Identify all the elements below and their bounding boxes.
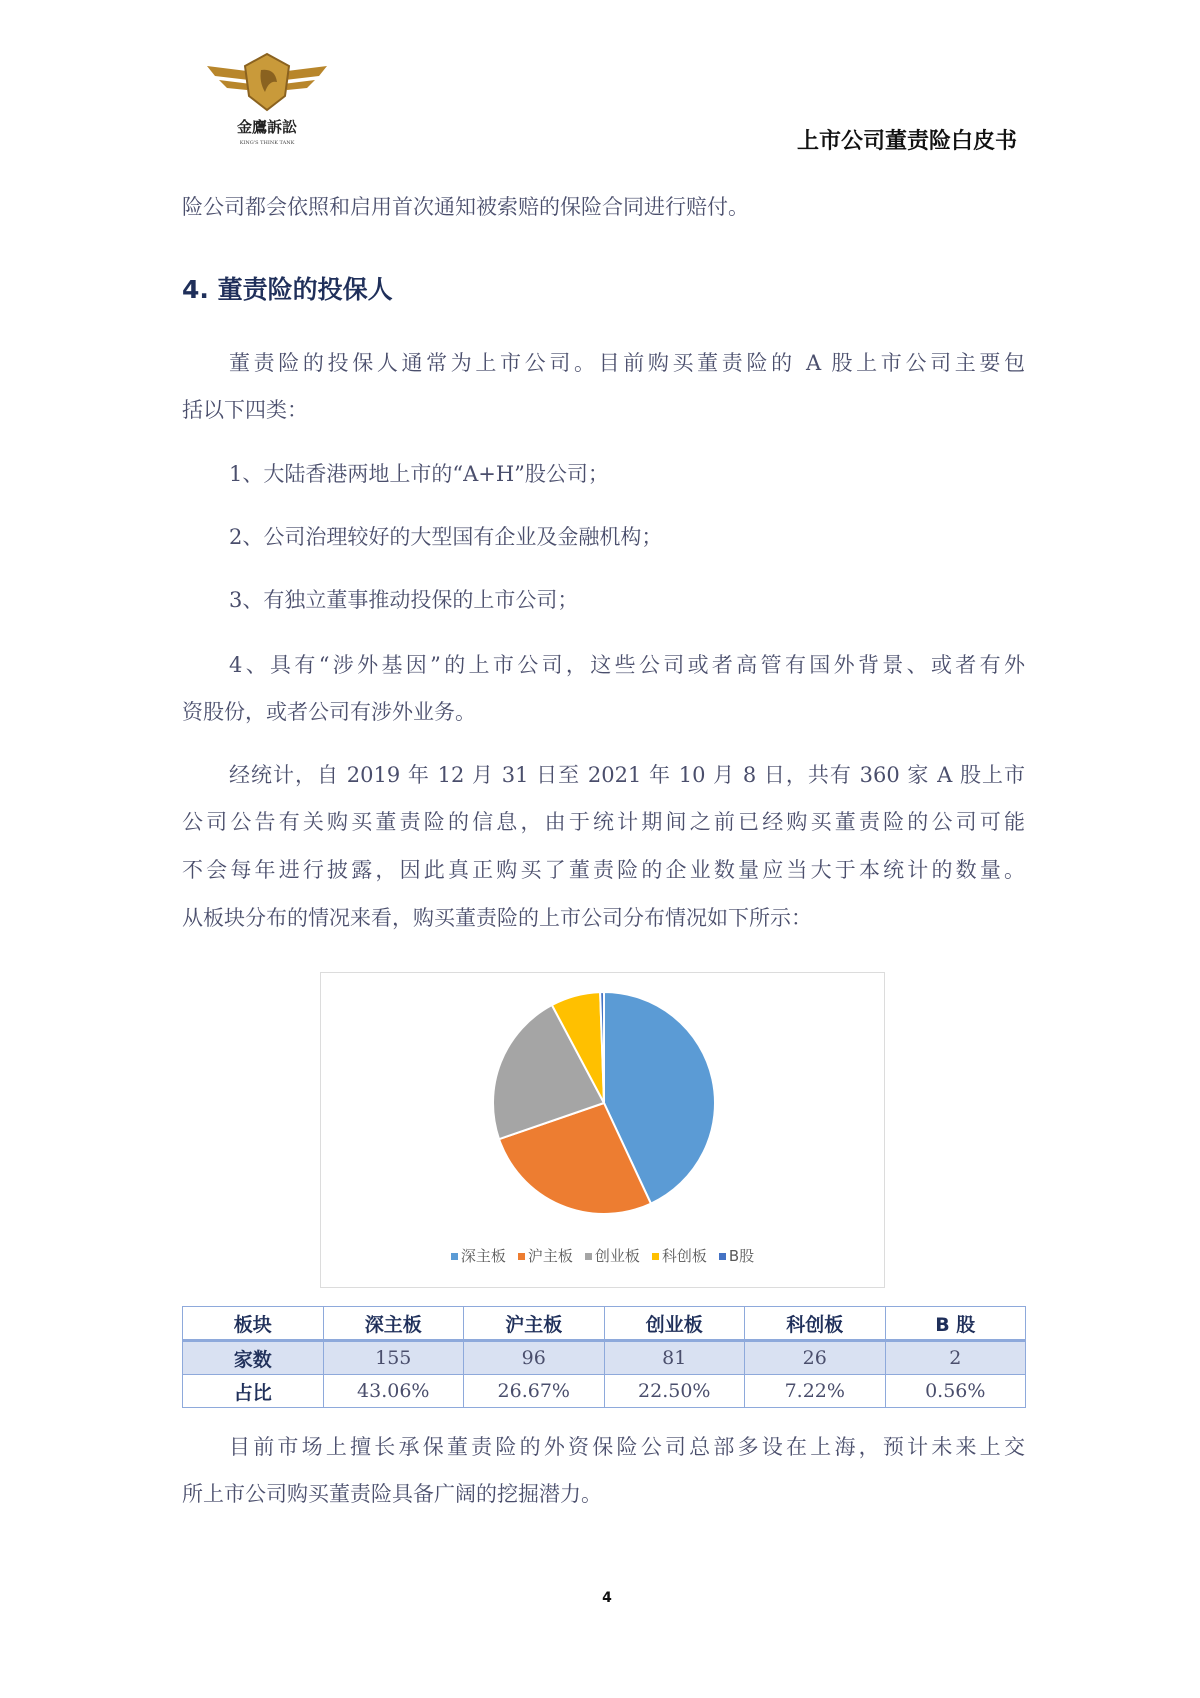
legend-item [652,1245,707,1266]
body-text: 不会每年进行披露，因此真正购买了董责险的企业数量应当大于本统计的数量。 [182,858,1025,882]
legend-label: 科创板 [661,1247,707,1265]
chart-legend [321,1245,884,1266]
table-header-row [183,1307,1026,1341]
table-cell: 81 [604,1341,745,1375]
legend-swatch [585,1253,592,1260]
header-cell: 科创板 [745,1307,886,1341]
legend-label: B股 [728,1247,755,1265]
table-cell: 22.50% [604,1375,745,1408]
table-cell: 2 [885,1341,1026,1375]
table-row [183,1375,1026,1408]
company-logo [205,52,329,152]
table-cell: 26 [745,1341,886,1375]
table-cell: 43.06% [323,1375,464,1408]
list-item: 4、具有“涉外基因”的上市公司，这些公司或者高管有国外背景、或者有外 [229,653,1025,677]
svg-text:KING'S THINK TANK: KING'S THINK TANK [239,140,295,146]
document-title: 上市公司董责险白皮书 [796,129,1017,154]
header-cell: 沪主板 [464,1307,605,1341]
body-text: 险公司都会依照和启用首次通知被索赔的保险合同进行赔付。 [182,195,749,219]
body-text: 公司公告有关购买董责险的信息，由于统计期间之前已经购买董责险的公司可能 [182,810,1025,834]
list-item: 2、公司治理较好的大型国有企业及金融机构； [229,525,663,549]
header-cell: B 股 [885,1307,1026,1341]
row-header: 家数 [183,1341,324,1375]
legend-swatch [518,1253,525,1260]
list-item: 资股份，或者公司有涉外业务。 [182,700,476,724]
table-cell: 0.56% [885,1375,1026,1408]
legend-label: 沪主板 [527,1247,573,1265]
legend-item [451,1245,506,1266]
legend-swatch [451,1253,458,1260]
table-cell: 7.22% [745,1375,886,1408]
header-cell: 创业板 [604,1307,745,1341]
pie-chart [320,972,885,1288]
legend-label: 深主板 [460,1247,506,1265]
table-row [183,1341,1026,1375]
list-item: 3、有独立董事推动投保的上市公司； [229,588,579,612]
legend-item [518,1245,573,1266]
legend-item [719,1245,754,1266]
body-text: 经统计，自 2019 年 12 月 31 日至 2021 年 10 月 8 日，共有 360 家 A 股上市 [229,763,1025,787]
header-cell: 深主板 [323,1307,464,1341]
list-item: 1、大陆香港两地上市的“A+H”股公司； [229,462,609,486]
section-heading: 4. 董责险的投保人 [182,275,393,304]
legend-swatch [719,1253,726,1260]
body-text: 目前市场上擅长承保董责险的外资保险公司总部多设在上海，预计未来上交 [229,1435,1025,1459]
row-header: 占比 [183,1375,324,1408]
page-number: 4 [602,1590,612,1606]
table-cell: 155 [323,1341,464,1375]
board-distribution-table [182,1306,1026,1408]
table-cell: 96 [464,1341,605,1375]
body-text: 董责险的投保人通常为上市公司。目前购买董责险的 A 股上市公司主要包 [229,351,1025,375]
body-text: 所上市公司购买董责险具备广阔的挖掘潜力。 [182,1482,602,1506]
pie-plot [321,973,884,1233]
legend-label: 创业板 [594,1247,640,1265]
legend-item [585,1245,640,1266]
header-cell: 板块 [183,1307,324,1341]
table-cell: 26.67% [464,1375,605,1408]
svg-text:金鷹訴訟: 金鷹訴訟 [236,118,298,136]
legend-swatch [652,1253,659,1260]
body-text: 括以下四类： [182,398,308,422]
body-text: 从板块分布的情况来看，购买董责险的上市公司分布情况如下所示： [182,906,812,930]
